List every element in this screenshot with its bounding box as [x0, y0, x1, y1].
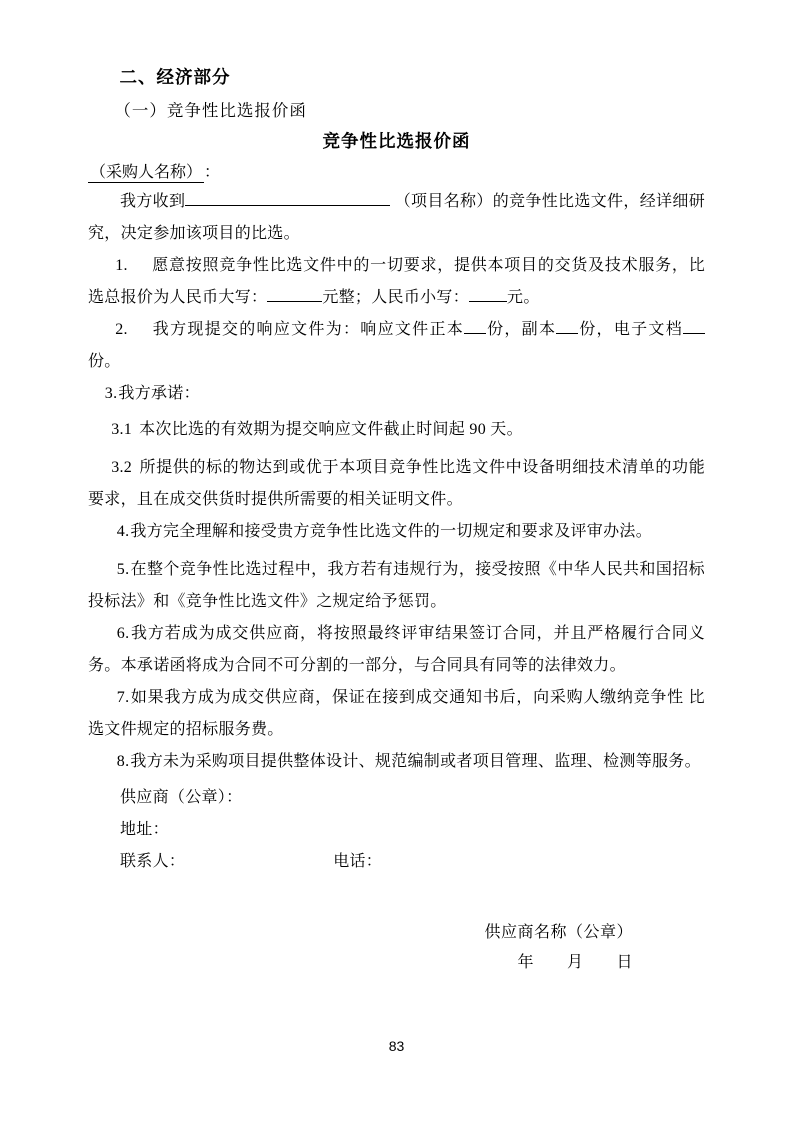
- amount-in-words-blank: [267, 287, 322, 302]
- item-7: [88, 682, 705, 746]
- item-5-number: 5.: [116, 561, 130, 578]
- item-1-text-2: 元整；人民币小写：: [322, 289, 470, 306]
- phone-label: 电话：: [333, 853, 383, 870]
- electronic-copies-blank: [683, 319, 705, 334]
- salutation-colon: ：: [204, 164, 221, 181]
- item-3-text: 我方承诺：: [118, 385, 200, 402]
- item-3-1-number: 3.1: [111, 421, 133, 438]
- amount-in-figures-blank: [469, 287, 507, 302]
- signature-supplier-name: 供应商名称（公章）: [484, 924, 633, 941]
- item-3-2-text: 所提供的标的物达到或优于本项目竞争性比选文件中设备明细技术清单的功能要求，且在成交供货时提供所需要的相关证明文件。: [88, 459, 705, 508]
- contact-person-label: 联系人：: [120, 853, 186, 870]
- item-2-text-3: 份，电子文档: [578, 321, 684, 338]
- item-5-text: 在整个竞争性比选过程中，我方若有违规行为，接受按照《中华人民共和国招标投标法》和《竞争性比选文件》之规定给予惩罚。: [88, 561, 705, 610]
- salutation-line: [88, 160, 705, 186]
- item-2-text-4: 份。: [88, 353, 121, 370]
- original-copies-blank: [464, 319, 486, 334]
- supplier-address-label: 地址：: [120, 821, 169, 838]
- document-title: 竞争性比选报价函: [322, 131, 471, 151]
- supplier-contact-row: [88, 846, 705, 878]
- item-3-2-number: 3.2: [111, 459, 133, 476]
- item-1-number: 1.: [115, 257, 128, 274]
- item-1: [88, 250, 705, 314]
- item-8: [88, 746, 705, 778]
- supplier-seal-label: 供应商（公章）：: [120, 789, 243, 806]
- item-4: [88, 516, 705, 548]
- item-3-1: [88, 414, 705, 446]
- signature-date-line: 年 月 日: [517, 954, 633, 971]
- item-3-2: [88, 452, 705, 516]
- section-heading: 二、经济部分: [119, 67, 231, 87]
- item-3-1-text: 本次比选的有效期为提交响应文件截止时间起 90 天。: [139, 421, 523, 438]
- supplier-info-block: [88, 782, 705, 878]
- signature-block: [88, 918, 705, 978]
- item-3: [88, 378, 705, 410]
- item-3-number: 3.: [104, 385, 118, 402]
- item-2-text-2: 份，副本: [486, 321, 557, 338]
- page-number: 83: [388, 1038, 405, 1054]
- item-6-text: 我方若成为成交供应商，将按照最终评审结果签订合同，并且严格履行合同义务。本承诺函将成为合同不可分割的一部分，与合同具有同等的法律效力。: [88, 625, 705, 674]
- item-2: [88, 314, 705, 378]
- item-4-text: 我方完全理解和接受贵方竞争性比选文件的一切规定和要求及评审办法。: [130, 523, 653, 540]
- intro-text-before: 我方收到: [120, 193, 186, 210]
- subsection-heading: （一）竞争性比选报价函: [114, 101, 307, 120]
- item-8-text: 我方未为采购项目提供整体设计、规范编制或者项目管理、监理、检测等服务。: [130, 753, 701, 770]
- item-1-text-3: 元。: [507, 289, 540, 306]
- item-8-number: 8.: [116, 753, 130, 770]
- item-7-number: 7.: [116, 689, 130, 706]
- project-name-blank: [185, 191, 390, 206]
- item-2-text-1: 我方现提交的响应文件为：响应文件正本: [151, 321, 465, 338]
- item-2-number: 2.: [115, 321, 128, 338]
- addressee-blank: （采购人名称）: [88, 164, 204, 183]
- intro-text-after: （项目名称）的竞争性比选文件，经详细研究，决定参加该项目的比选。: [88, 193, 705, 242]
- item-6-number: 6.: [116, 625, 130, 642]
- duplicate-copies-blank: [556, 319, 578, 334]
- item-5: [88, 554, 705, 618]
- item-7-text: 如果我方成为成交供应商，保证在接到成交通知书后，向采购人缴纳竞争性 比选文件规定的招标服务费。: [88, 689, 705, 738]
- item-6: [88, 618, 705, 682]
- item-1-text-1: 愿意按照竞争性比选文件中的一切要求，提供本项目的交货及技术服务，比选总报价为人民币大写：: [88, 257, 705, 306]
- item-4-number: 4.: [116, 523, 130, 540]
- intro-paragraph: [88, 186, 705, 250]
